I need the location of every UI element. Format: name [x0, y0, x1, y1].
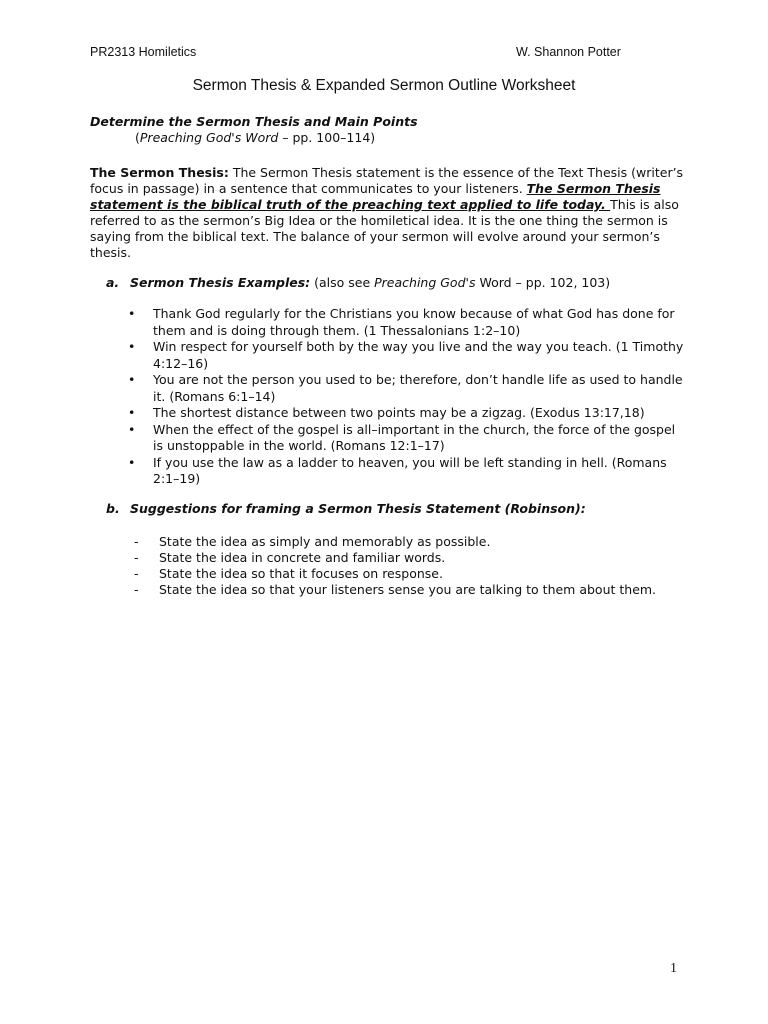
- list-item: [134, 550, 694, 566]
- examples-list: [128, 306, 688, 488]
- example-text: You are not the person you used to be; therefore, don’t handle life as used to handle it. (Romans 6:1–14): [153, 372, 683, 404]
- document-title: Sermon Thesis & Expanded Sermon Outline Worksheet: [192, 77, 576, 94]
- section-reference: [135, 130, 375, 145]
- section-ref-rest: – pp. 100–114): [278, 130, 376, 145]
- list-item: [134, 582, 694, 598]
- thesis-emphasis: The Sermon Thesis statement is the biblical truth of the preaching text applied to life today.: [90, 181, 661, 212]
- dash-icon: -: [134, 582, 139, 597]
- dash-icon: -: [134, 534, 139, 549]
- suggestion-text: State the idea so that it focuses on response.: [159, 566, 443, 581]
- example-text: The shortest distance between two points may be a zigzag. (Exodus 13:17,18): [153, 405, 645, 420]
- suggestion-text: State the idea as simply and memorably as possible.: [159, 534, 491, 549]
- header-author: W. Shannon Potter: [516, 45, 621, 59]
- list-item: [134, 566, 694, 582]
- section-ref-book: Preaching God's Word: [139, 130, 279, 145]
- list-item: [128, 306, 688, 339]
- examples-heading: [106, 275, 610, 290]
- suggestion-text: State the idea so that your listeners sense you are talking to them about them.: [159, 582, 657, 597]
- suggestions-heading: [106, 501, 586, 516]
- thesis-text-1: The Sermon Thesis statement is the essence of the Text Thesis (writer’s focus in passage) in a sentence that communicates to your listeners.: [90, 165, 684, 196]
- thesis-paragraph: [90, 165, 690, 261]
- header-course: PR2313 Homiletics: [90, 45, 197, 59]
- section-heading: Determine the Sermon Thesis and Main Points: [90, 114, 418, 129]
- list-item: [128, 422, 688, 455]
- bullet-icon: •: [128, 339, 136, 354]
- dash-icon: -: [134, 566, 139, 581]
- bullet-icon: •: [128, 405, 136, 420]
- examples-heading-text: Sermon Thesis Examples:: [130, 275, 311, 290]
- list-item: [128, 405, 688, 422]
- suggestions-heading-text: Suggestions for framing a Sermon Thesis Statement (Robinson):: [130, 501, 586, 516]
- examples-note-rest: Word – pp. 102, 103): [475, 275, 611, 290]
- bullet-icon: •: [128, 421, 136, 437]
- example-text: When the effect of the gospel is all–important in the church, the force of the gospel is unstoppable in the world. (Romans 12:1–17): [153, 421, 676, 453]
- thesis-label: The Sermon Thesis:: [90, 165, 229, 180]
- section-ref-open: (: [135, 130, 140, 145]
- list-item: [134, 534, 694, 550]
- page-number: 1: [670, 961, 677, 976]
- suggestions-list: [134, 534, 694, 598]
- examples-note-book: Preaching God's: [374, 275, 476, 290]
- list-item: [128, 455, 688, 488]
- dash-icon: -: [134, 550, 139, 565]
- bullet-icon: •: [128, 306, 136, 321]
- list-item: [128, 339, 688, 372]
- suggestions-letter: b.: [106, 501, 120, 516]
- example-text: If you use the law as a ladder to heaven, you will be left standing in hell. (Romans 2:1–19): [153, 454, 667, 486]
- thesis-text-2: This is also referred to as the sermon’s Big Idea or the homiletical idea. It is the one thing the sermon is saying from the biblical text. The balance of your sermon will evolve around your sermon’s thesis.: [90, 197, 679, 260]
- examples-note-open: (also see: [310, 275, 375, 290]
- bullet-icon: •: [128, 454, 136, 470]
- example-text: Win respect for yourself both by the way you live and the way you teach. (1 Timothy 4:12–16): [153, 339, 684, 371]
- suggestion-text: State the idea in concrete and familiar words.: [159, 550, 446, 565]
- list-item: [128, 372, 688, 405]
- examples-letter: a.: [106, 275, 120, 290]
- example-text: Thank God regularly for the Christians you know because of what God has done for them and is doing through them. (1 Thessalonians 1:2–10): [153, 306, 675, 338]
- bullet-icon: •: [128, 372, 136, 387]
